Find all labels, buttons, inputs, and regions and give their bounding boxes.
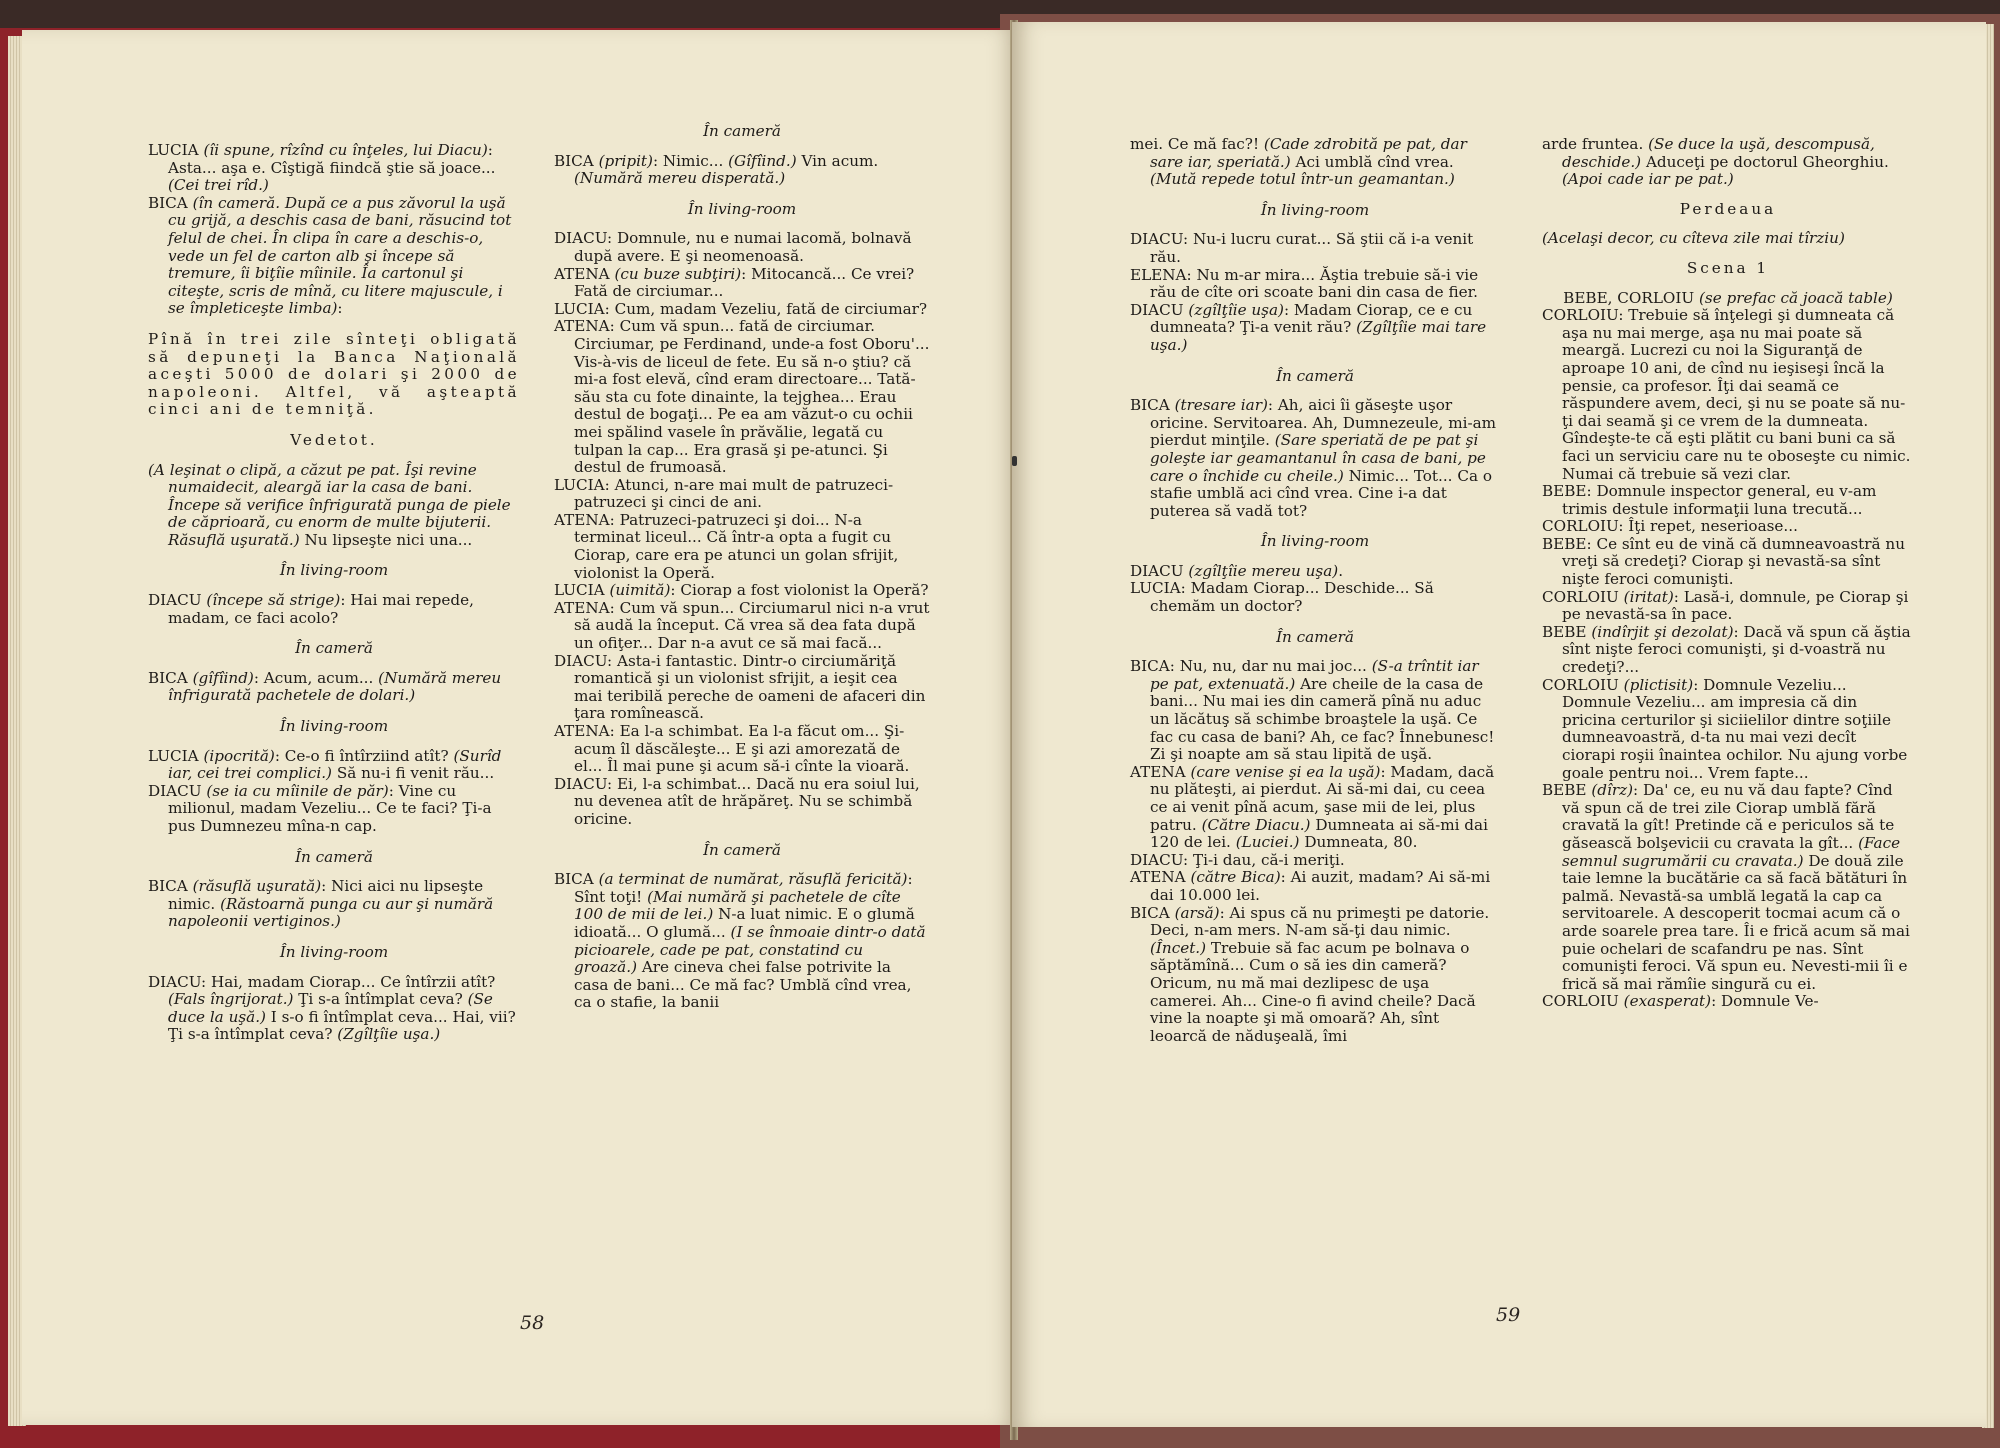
line: DIACU (începe să strige): Hai mai repede, madam, ce faci acolo?	[148, 591, 474, 627]
line: arde fruntea. (Se duce la uşă, descompusă, deschide.) Aduceţi pe doctorul Gheorghiu. (Apoi cade iar pe pat.)	[1542, 135, 1889, 189]
line: BICA (gîfîind): Acum, acum... (Numără mereu înfrigurată pachetele de dolari.)	[148, 668, 502, 705]
line: ATENA: Cum vă spun... fată de circiumar. Circiumar, pe Ferdinand, unde-a fost Oboru'... Vis-à-vis de liceul de fete. Eu să n-o ştiu? că mi-a fost elevă, cînd eram directoare... Tată-său sta cu fote dinainte, la tejghea... Erau destul de bogaţi... Pe ea am văzut-o cu ochii mei spălind vasele în prăvălie, legată cu tulpan la cap... Era grasă şi pe-atunci. Şi destul de frumoasă.	[554, 317, 930, 477]
location-heading: În living-room	[279, 561, 389, 580]
column-3	[1130, 136, 1500, 1045]
line: CORLOIU (plictisit): Domnule Vezeliu... Domnule Vezeliu... am impresia că din pricina certurilor şi siciielilor dintre soţiile dumneavoastră, d-ta nu mai vezi decît ciorapi roşii înaintea ochilor. Nu ajung vorbe goale pentru noi... Vrem fapte...	[1542, 675, 1908, 782]
line: CORLOIU: Trebuie să înţelegi şi dumneata că aşa nu mai merge, aşa nu mai poate să meargă. Lucrezi cu noi la Siguranţă de aproape 10 ani, de cînd nu ieşiseşi încă la pensie, ca profesor. Îţi dai seamă ce răspundere avem, deci, şi nu se poate să nu-ţi dai seamă şi ce vrem de la dumneata. Gîndeşte-te că eşti plătit cu bani buni ca să faci un serviciu care nu te oboseşte cu nimic. Numai că trebuie să vezi clar.	[1542, 306, 1911, 483]
line: BICA (arsă): Ai spus că nu primeşti pe datorie. Deci, n-am mers. N-am să-ţi dau nimic. (Încet.) Trebuie să fac acum pe bolnava o săptămînă... Cum o să ies din cameră? Oricum, nu mă mai dezlipesc de uşa camerei. Ah... Cine-o fi avind cheile? Dacă vine la noapte şi mă omoară? Ah, sînt leoarcă de năduşeală, îmi	[1130, 903, 1490, 1045]
location-heading: În cameră	[1276, 627, 1354, 646]
scene-heading: Scena 1	[1686, 258, 1770, 277]
left-page	[22, 30, 1018, 1425]
line: DIACU (zgîlţîie mereu uşa).	[1130, 561, 1344, 580]
column-4	[1542, 136, 1914, 1011]
line: BICA: Nu, nu, dar nu mai joc... (S-a trîntit iar pe pat, extenuată.) Are cheile de la casa de bani... Nu mai ies din cameră pînă nu aduc un lăcătuş să schimbe broaştele la uşă. Ce fac cu casa de bani? Ah, ce fac? Înnebunesc! Zi şi noapte am să stau lipită de uşă.	[1130, 657, 1495, 764]
line: LUCIA (ipocrită): Ce-o fi întîrziind atît? (Surîd iar, cei trei complici.) Să nu-i fi venit rău...	[148, 746, 502, 783]
line: LUCIA: Cum, madam Vezeliu, fată de circiumar?	[554, 299, 928, 318]
stage-direction: (A leşinat o clipă, a căzut pe pat. Îşi revine numaidecit, aleargă iar la casa de bani. Începe să verifice înfrigurată punga de piele de căprioară, cu enorm de multe bijuterii. Răsuflă uşurată.) Nu lipseşte nici una...	[148, 460, 511, 549]
line: BICA (în cameră. După ce a pus zăvorul la uşă cu grijă, a deschis casa de bani, răsucind tot felul de chei. În clipa în care a deschis-o, vede un fel de carton alb şi începe să tremure, îi biţîie mîinile. Îa cartonul şi citeşte, scris de mînă, cu litere majuscule, i se împleticeşte limba):	[148, 193, 512, 318]
line: LUCIA: Madam Ciorap... Deschide... Să chemăm un doctor?	[1130, 579, 1434, 616]
line: CORLOIU (exasperat): Domnule Ve-	[1542, 992, 1819, 1011]
column-2	[554, 110, 930, 1012]
location-heading: În living-room	[279, 717, 389, 736]
line: LUCIA (uimită): Ciorap a fost violonist la Operă?	[554, 581, 929, 600]
curtain-heading: Perdeaua	[1679, 199, 1777, 218]
line: DIACU: Nu-i lucru curat... Să ştii că i-a venit rău.	[1130, 230, 1474, 266]
location-heading: În cameră	[295, 639, 373, 658]
line: ELENA: Nu m-ar mira... Ăştia trebuie să-i vie rău de cîte ori scoate bani din casa de fier.	[1130, 265, 1479, 302]
line: ATENA (cu buze subţiri): Mitocancă... Ce vrei? Fată de circiumar...	[554, 264, 915, 301]
line: CORLOIU (iritat): Lasă-i, domnule, pe Ciorap şi pe nevastă-sa în pace.	[1542, 587, 1909, 624]
location-heading: În living-room	[1260, 200, 1370, 219]
line: DIACU: Ţi-i dau, că-i meriţi.	[1130, 850, 1345, 869]
signature: Vedetot.	[290, 430, 378, 449]
stage-direction: BEBE, CORLOIU (se prefac că joacă table)	[1563, 288, 1893, 307]
line: ATENA (către Bica): Ai auzit, madam? Ai să-mi dai 10.000 lei.	[1130, 868, 1491, 904]
line: ATENA (care venise şi ea la uşă): Madam, dacă nu plăteşti, ai pierdut. Ai să-mi dai, cu ceea ce ai venit pînă acum, şase mii de lei, plus patru. (Către Diacu.) Dumneata ai să-mi dai 120 de lei. (Luciei.) Dumneata, 80.	[1130, 762, 1495, 852]
line: LUCIA (îi spune, rîzînd cu înţeles, lui Diacu): Asta... aşa e. Cîştigă fiindcă ştie să joace... (Cei trei rîd.)	[148, 141, 496, 195]
line: BICA (a terminat de numărat, răsuflă fericită): Sînt toţi! (Mai numără şi pachetele de cîte 100 de mii de lei.) N-a luat nimic. E o glumă idioată... O glumă... (I se înmoaie dintr-o dată picioarele, cade pe pat, constatind cu groază.) Are cineva chei false potrivite la casa de bani... Ce mă fac? Umblă cînd vrea, ca o stafie, la banii	[554, 870, 926, 1012]
column-1	[148, 142, 520, 1044]
line: DIACU: Hai, madam Ciorap... Ce întîrzii atît? (Fals îngrijorat.) Ţi s-a întîmplat ceva? (Se duce la uşă.) I s-o fi întîmplat ceva... Hai, vii? Ţi s-a întîmplat ceva? (Zgîlţîie uşa.)	[148, 972, 516, 1044]
location-heading: În cameră	[703, 122, 781, 140]
stage-direction: (Acelaşi decor, cu cîteva zile mai tîrziu)	[1542, 229, 1845, 248]
line: ATENA: Patruzeci-patruzeci şi doi... N-a terminat liceul... Că într-a opta a fugit cu Ciorap, care era pe atunci un golan sfrijit, violonist la Operă.	[554, 510, 899, 582]
line: DIACU (se ia cu mîinile de păr): Vine cu milionul, madam Vezeliu... Ce te faci? Ţi-a pus Dumnezeu mîna-n cap.	[148, 781, 492, 835]
binding-staple	[1012, 456, 1017, 466]
location-heading: În cameră	[1276, 366, 1354, 385]
line: BEBE: Domnule inspector general, eu v-am trimis destule informaţii luna trecută...	[1542, 482, 1877, 518]
location-heading: În cameră	[703, 840, 781, 859]
line: LUCIA: Atunci, n-are mai mult de patruzeci-patruzeci şi cinci de ani.	[554, 475, 894, 512]
line: BEBE (indîrjit şi dezolat): Dacă vă spun că ăştia sînt nişte feroci comunişti, şi d-voastră nu credeţi?...	[1542, 622, 1911, 677]
line: BICA (tresare iar): Ah, aici îi găseşte uşor oricine. Servitoarea. Ah, Dumnezeule, mi-am pierdut minţile. (Sare speriată de pe pat şi goleşte iar geamantanul în casa de bani, pe care o închide cu cheile.) Nimic... Tot... Ca o stafie umblă aci cînd vrea. Cine i-a dat puterea să vadă tot?	[1130, 396, 1497, 520]
page-number-right: 59	[1496, 1304, 1521, 1326]
line: BEBE (dîrz): Da' ce, eu nu vă dau fapte? Cînd vă spun că de trei zile Ciorap umblă fără cravată la gît! Pretinde că e periculos să te găsească bolşevicii cu cravata la gît... (Face semnul sugrumării cu cravata.) De două zile taie lemne la bucătărie ca să facă bătături în palmă. Nevastă-sa umblă legată la cap ca servitoarele. A descoperit tocmai acum că o arde soarele prea tare. Îi e frică acum să mai puie ochelari de scafandru pe nas. Sînt comunişti feroci. Vă spun eu. Nevesti-mii îi e frică să mai rămîie singură cu ei.	[1542, 781, 1910, 993]
page-number-left: 58	[520, 1312, 545, 1334]
line: DIACU: Domnule, nu e numai lacomă, bolnavă după avere. E şi neomenoasă.	[554, 229, 912, 265]
line: DIACU (zgîlţîie uşa): Madam Ciorap, ce e cu dumneata? Ţi-a venit rău? (Zgîlţîie mai tare uşa.)	[1130, 300, 1487, 354]
line: BICA (răsuflă uşurată): Nici aici nu lipseşte nimic. (Răstoarnă punga cu aur şi numără napoleonii vertiginos.)	[148, 877, 494, 931]
location-heading: În living-room	[279, 942, 389, 961]
line: ATENA: Ea l-a schimbat. Ea l-a făcut om... Şi-acum îl dăscăleşte... E şi azi amorezată de el... Îl mai pune şi acum să-i cînte la vioară.	[554, 722, 910, 776]
line: mei. Ce mă fac?! (Cade zdrobită pe pat, dar sare iar, speriată.) Aci umblă cînd vrea. (Mută repede totul într-un geamantan.)	[1130, 135, 1467, 189]
line: DIACU: Ei, l-a schimbat... Dacă nu era soiul lui, nu devenea atît de hrăpăreţ. Nu se schimbă oricine.	[554, 774, 920, 828]
line: BEBE: Ce sînt eu de vină că dumneavoastră nu vreţi să credeţi? Ciorap şi nevastă-sa sînt nişte feroci comunişti.	[1542, 534, 1905, 589]
right-page	[1012, 22, 1986, 1427]
line: BICA (pripit): Nimic... (Gîfîind.) Vin acum. (Numără mereu disperată.)	[554, 151, 879, 188]
location-heading: În living-room	[1260, 532, 1370, 551]
line: ATENA: Cum vă spun... Circiumarul nici n-a vrut să audă la început. Că vrea să dea fata după un ofiţer... Dar n-a avut ce să mai facă...	[554, 598, 930, 653]
line: CORLOIU: Îţi repet, neserioase...	[1542, 517, 1798, 536]
threat-notice: Pînă în trei zile sînteţi obligată să depuneţi la Banca Naţională aceşti 5000 de dolari şi 2000 de napoleoni. Altfel, vă aşteaptă cinci ani de temniţă.	[148, 329, 520, 419]
line: DIACU: Asta-i fantastic. Dintr-o circiumăriţă romantică şi un violonist sfrijit, a ieşit cea mai teribilă pereche de oameni de afaceri din ţara romînească.	[554, 651, 926, 723]
location-heading: În cameră	[295, 847, 373, 866]
location-heading: În living-room	[687, 199, 797, 218]
